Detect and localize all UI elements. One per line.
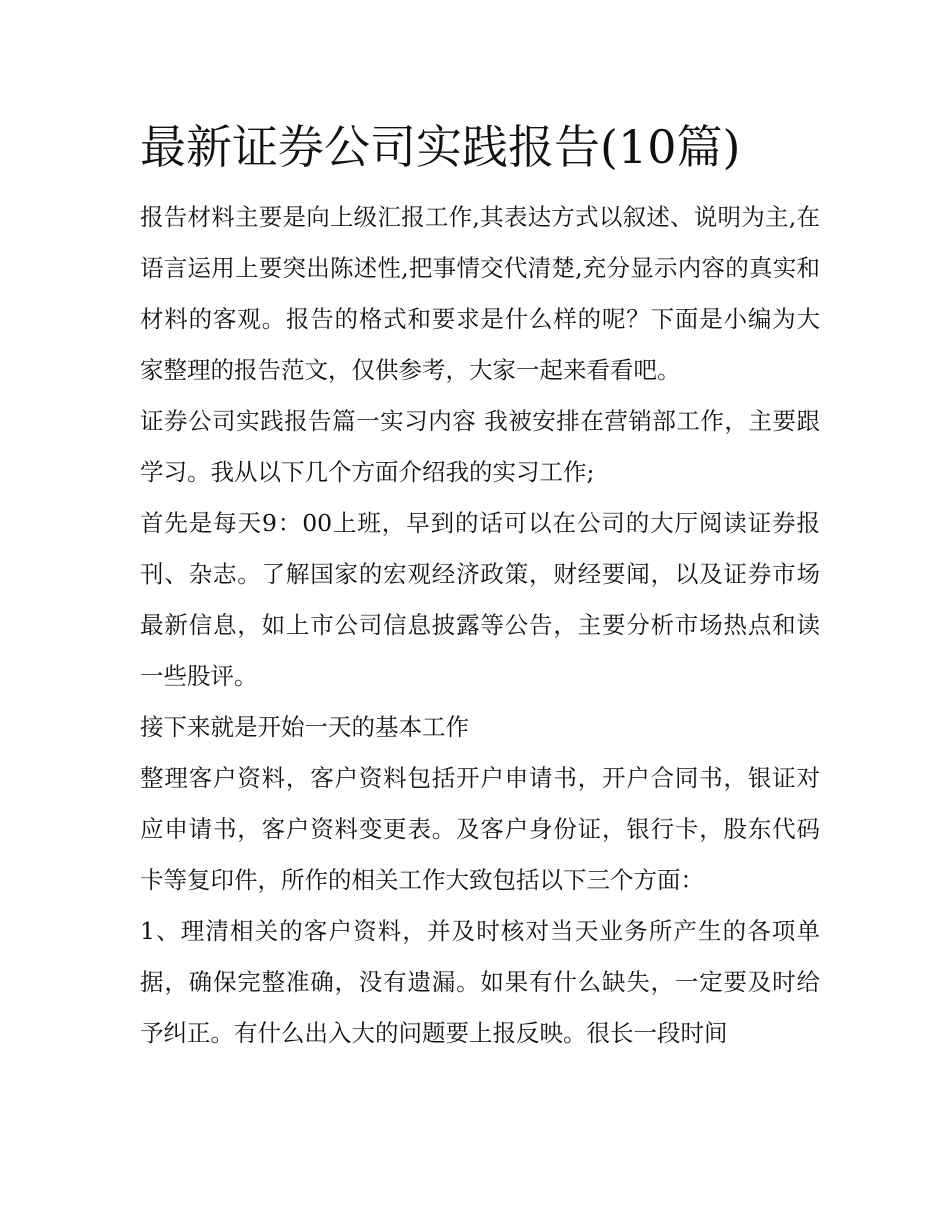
document-body — [140, 112, 820, 1059]
paragraph-intro: 报告材料主要是向上级汇报工作,其表达方式以叙述、说明为主,在语言运用上要突出陈述性,把事情交代清楚,充分显示内容的真实和材料的客观。报告的格式和要求是什么样的呢？下面是小编为大家整理的报告范文，仅供参考，大家一起来看看吧。 — [140, 203, 820, 384]
paragraph-internship-content: 证券公司实践报告篇一实习内容 我被安排在营销部工作，主要跟学习。我从以下几个方面介绍我的实习工作; — [140, 407, 820, 486]
paragraph-client-materials: 整理客户资料，客户资料包括开户申请书，开户合同书，银证对应申请书，客户资料变更表。及客户身份证，银行卡，股东代码卡等复印件，所作的相关工作大致包括以下三个方面： — [140, 764, 820, 894]
document-title: 最新证券公司实践报告(10篇) — [140, 120, 741, 174]
paragraph-item-1: 1、理清相关的客户资料，并及时核对当天业务所产生的各项单据，确保完整准确，没有遗漏。如果有什么缺失，一定要及时给予纠正。有什么出入大的问题要上报反映。很长一段时间 — [140, 917, 820, 1047]
paragraph-daily-start: 首先是每天9：00上班，早到的话可以在公司的大厅阅读证券报刊、杂志。了解国家的宏观经济政策，财经要闻，以及证券市场最新信息，如上市公司信息披露等公告，主要分析市场热点和读一些股评。 — [140, 509, 820, 690]
paragraph-basic-work: 接下来就是开始一天的基本工作 — [140, 713, 469, 741]
